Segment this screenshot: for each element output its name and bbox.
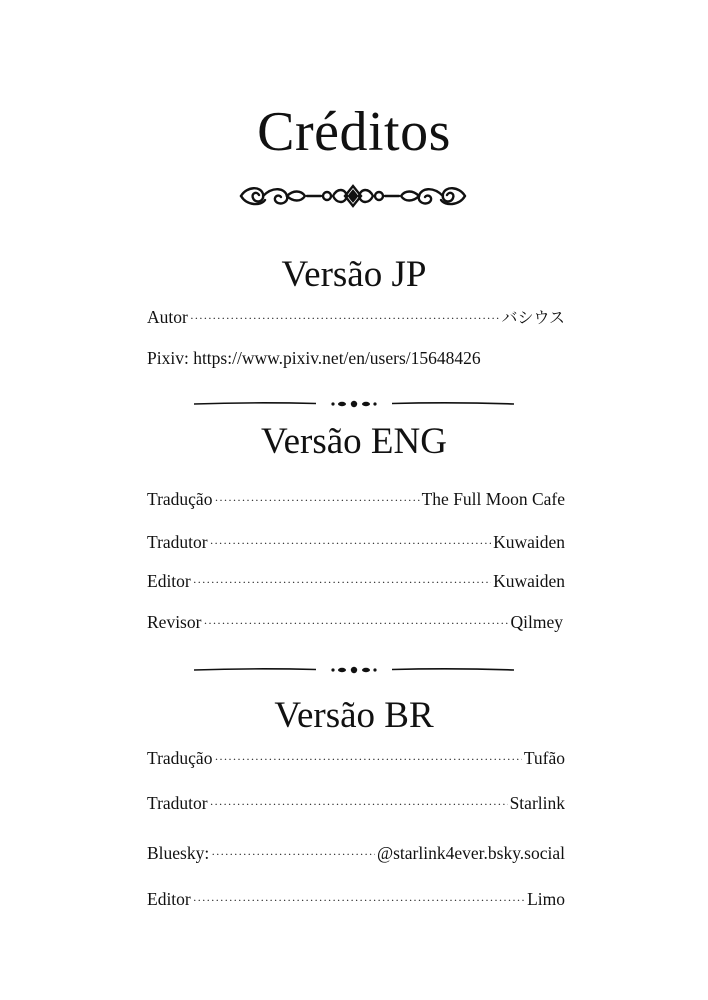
credit-row (147, 841, 565, 867)
credit-value: Starlink (509, 793, 565, 813)
leader-dots (210, 531, 491, 555)
pixiv-link-line[interactable]: Pixiv: https://www.pixiv.net/en/users/15648426 (147, 348, 481, 368)
credit-value: Kuwaiden (493, 571, 565, 591)
credit-row (147, 887, 565, 913)
credit-label: Autor (147, 307, 188, 327)
credit-label: Tradutor (147, 532, 208, 552)
divider-ornament-icon (194, 664, 514, 676)
credit-label: Tradutor (147, 793, 208, 813)
leader-dots (203, 611, 508, 635)
divider-ornament-icon (194, 398, 514, 410)
credit-label: Bluesky: (147, 843, 210, 863)
credit-row (147, 746, 565, 772)
credit-label: Editor (147, 571, 191, 591)
credit-value: The Full Moon Cafe (421, 489, 565, 509)
credit-value: Kuwaiden (493, 532, 565, 552)
credit-value[interactable]: @starlink4ever.bsky.social (377, 843, 565, 863)
credit-value: バシウス (501, 308, 565, 327)
section-heading-br: Versão BR (274, 695, 434, 736)
section-heading-jp: Versão JP (281, 254, 427, 295)
leader-dots (193, 888, 525, 912)
section-heading-eng: Versão ENG (261, 421, 447, 462)
leader-dots (214, 488, 419, 512)
credit-label: Editor (147, 889, 191, 909)
page-title: Créditos (257, 101, 451, 163)
leader-dots (214, 747, 521, 771)
credit-row (147, 610, 563, 636)
credit-label: Tradução (147, 489, 213, 509)
credit-row (147, 569, 565, 595)
credit-label: Tradução (147, 748, 213, 768)
credit-row-autor (147, 305, 565, 331)
credit-label: Revisor (147, 612, 202, 632)
leader-dots (190, 306, 500, 330)
leader-dots (211, 842, 375, 866)
leader-dots (193, 570, 491, 594)
credit-row (147, 791, 565, 817)
leader-dots (210, 792, 508, 816)
credit-row (147, 487, 565, 513)
credit-row (147, 530, 565, 556)
credit-value: Limo (527, 889, 565, 909)
flourish-ornament-icon (237, 178, 469, 214)
credit-value: Tufão (523, 748, 565, 768)
credit-value: Qilmey (510, 612, 563, 632)
